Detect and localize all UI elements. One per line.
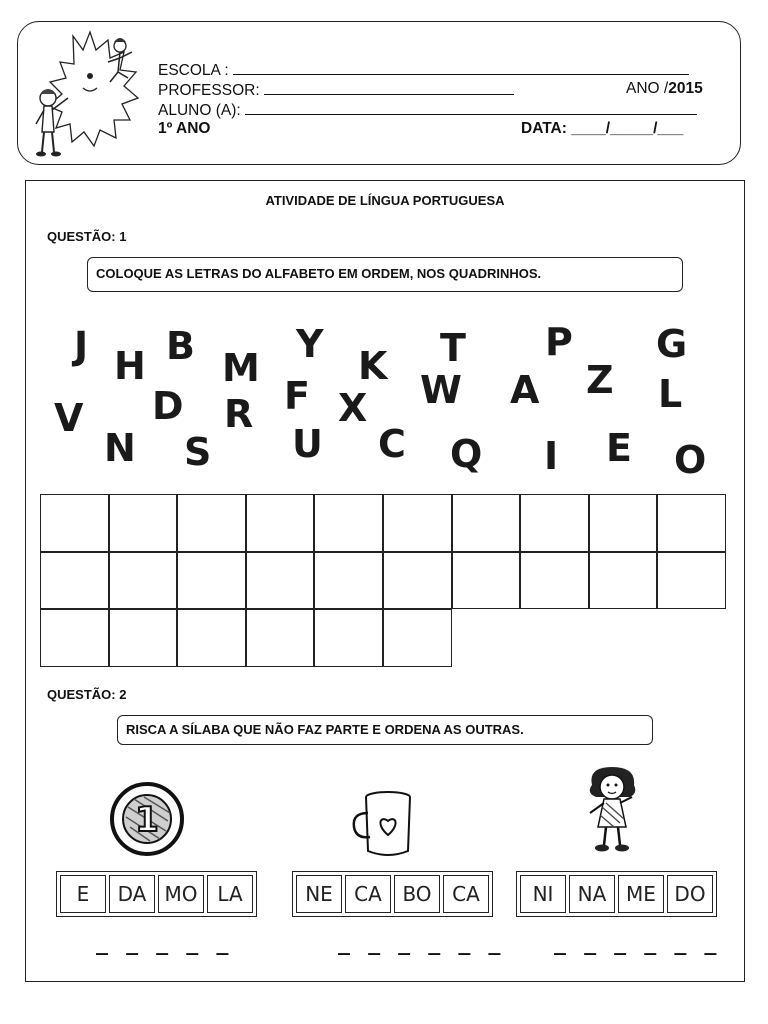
letter: A [510,368,540,412]
syllable-box[interactable]: BO [394,875,440,913]
letter-box[interactable] [383,552,452,610]
aluno-line[interactable] [158,100,697,120]
letter-box[interactable] [177,552,246,610]
answer-line-2[interactable]: _ _ _ _ _ _ [338,931,504,955]
letter: O [674,438,707,482]
letter: X [338,386,368,430]
answer-line-1[interactable]: _ _ _ _ _ [96,931,232,955]
letter-box[interactable] [109,552,178,610]
letter-box[interactable] [246,552,315,610]
data-line[interactable] [521,120,683,138]
letter-box[interactable] [109,494,178,552]
letter-box[interactable] [40,494,109,552]
letter: C [378,422,406,466]
letter-box[interactable] [314,552,383,610]
letter: V [54,396,84,440]
letter: B [166,324,195,368]
syllable-box[interactable]: CA [345,875,391,913]
letter: P [545,320,573,364]
letter: Z [586,358,614,402]
aluno-field[interactable] [245,100,697,115]
letter-box[interactable] [383,494,452,552]
letters-area [48,321,728,481]
professor-field[interactable] [264,80,514,95]
letter: D [152,384,184,428]
data-label: DATA: [521,120,567,137]
escola-line[interactable] [158,60,689,80]
letter: F [284,374,310,418]
letter: U [292,422,323,466]
ano-value: 2015 [668,80,703,97]
girl-icon [578,763,648,859]
mug-icon [350,787,416,859]
letter-box[interactable] [40,609,109,667]
letter-box[interactable] [452,494,521,552]
syllable-box[interactable]: E [60,875,106,913]
syllable-group-1 [56,871,257,917]
letter: K [358,344,388,388]
letter-box[interactable] [177,494,246,552]
professor-label: PROFESSOR: [158,82,260,99]
question-1-instruction: COLOQUE AS LETRAS DO ALFABETO EM ORDEM, NOS QUADRINHOS. [87,257,683,292]
syllable-box[interactable]: DA [109,875,155,913]
syllable-box[interactable]: NA [569,875,615,913]
letter: Y [296,322,324,366]
letter: N [104,426,136,470]
letter-box[interactable] [314,494,383,552]
data-field[interactable]: ____/_____/___ [571,120,684,137]
syllable-box[interactable]: MO [158,875,204,913]
answer-line-3[interactable]: _ _ _ _ _ _ [554,931,720,955]
letter-box[interactable] [657,494,726,552]
syllable-box[interactable]: NI [520,875,566,913]
letter-box[interactable] [589,494,658,552]
letter-box[interactable] [109,609,178,667]
letter: R [224,392,254,436]
letter-box[interactable] [246,494,315,552]
letter-box[interactable] [520,494,589,552]
letter-box[interactable] [40,552,109,610]
letter: Q [450,432,483,476]
letter-box[interactable] [589,552,658,610]
professor-line[interactable] [158,80,514,100]
syllable-box[interactable]: LA [207,875,253,913]
letter-box[interactable] [314,609,383,667]
ano-line [626,80,703,98]
syllable-group-3 [516,871,717,917]
syllable-box[interactable]: ME [618,875,664,913]
letter: S [184,430,212,474]
question-2-label: QUESTÃO: 2 [47,687,127,702]
syllable-box[interactable]: NE [296,875,342,913]
activity-sheet [25,180,745,982]
question-2-instruction: RISCA A SÍLABA QUE NÃO FAZ PARTE E ORDENA AS OUTRAS. [117,715,653,745]
letter-box[interactable] [452,552,521,610]
activity-title: ATIVIDADE DE LÍNGUA PORTUGUESA [265,193,505,208]
aluno-label: ALUNO (A): [158,102,241,119]
letter: M [222,346,260,390]
letter: G [656,322,688,366]
letter-box[interactable] [383,609,452,667]
letter: W [420,368,462,412]
letter-box[interactable] [177,609,246,667]
escola-field[interactable] [233,60,689,75]
question-1-label: QUESTÃO: 1 [47,229,127,244]
ano-label: ANO / [626,80,669,97]
letter-box[interactable] [520,552,589,610]
syllable-box[interactable]: DO [667,875,713,913]
coin-icon [108,777,186,861]
grade-label: 1º ANO [158,120,211,137]
syllable-group-2 [292,871,493,917]
letter: L [658,372,683,416]
coin-number: 1 [135,800,159,840]
syllable-box[interactable]: CA [443,875,489,913]
letter: E [606,426,632,470]
letter: J [74,324,89,368]
letter: T [440,326,466,370]
header-box [17,21,741,165]
letter: I [544,434,559,478]
children-star-icon [28,28,150,158]
escola-label: ESCOLA : [158,62,229,79]
letter: H [114,344,146,388]
letter-box[interactable] [657,552,726,610]
letter-box[interactable] [246,609,315,667]
